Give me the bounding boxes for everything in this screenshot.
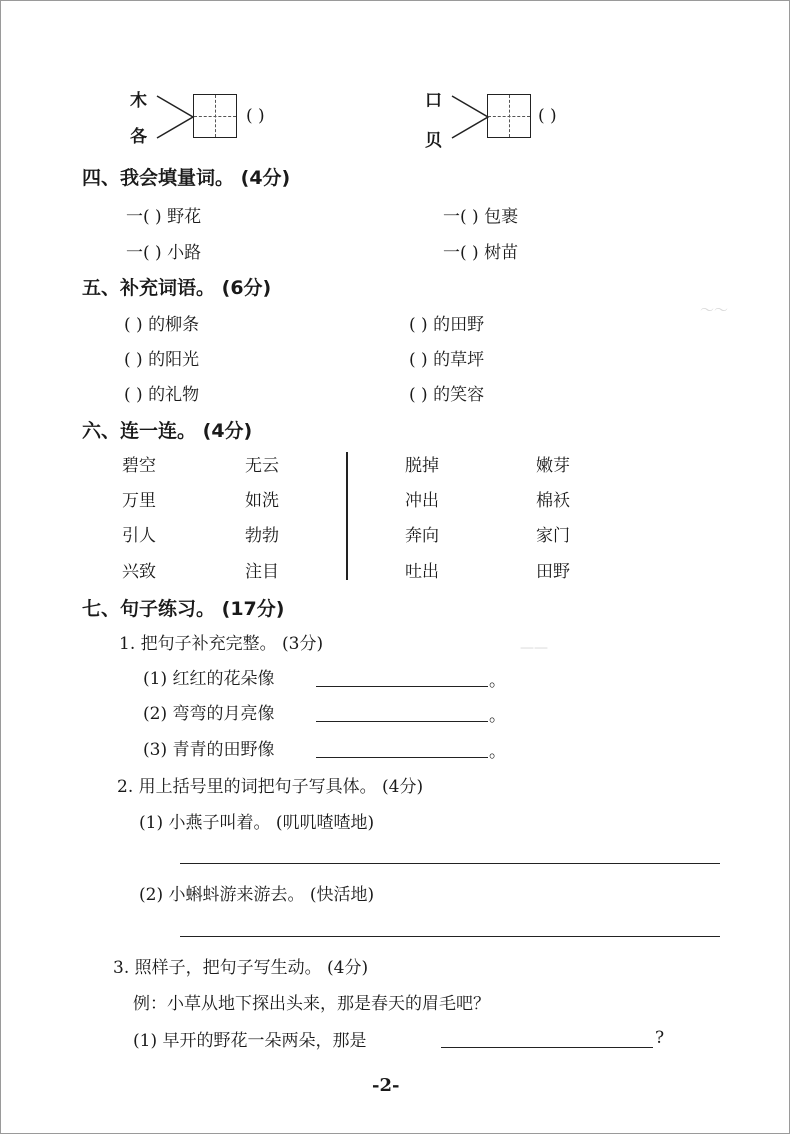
blank-paren[interactable]: ( ) <box>409 315 428 335</box>
sentence-stem: 小燕子叫着。 <box>168 813 271 833</box>
question-text: 1. 把句子补充完整。 <box>119 634 277 654</box>
section-score: (6分) <box>221 277 272 299</box>
sentence-item <box>143 664 275 689</box>
match-word-left[interactable]: 碧空 <box>122 456 156 476</box>
sentence-end: ? <box>655 1028 665 1048</box>
noun: 树苗 <box>484 243 519 263</box>
match-word-right[interactable]: 无云 <box>245 456 279 476</box>
question-3-title <box>113 953 368 978</box>
section-4-heading <box>82 163 290 190</box>
match-word-right[interactable]: 田野 <box>536 562 570 582</box>
blank-paren[interactable]: ( ) <box>124 385 143 405</box>
sentence-stem: 小蝌蚪游来游去。 <box>168 885 305 905</box>
match-word-left[interactable]: 冲出 <box>405 491 439 511</box>
bleed-through-mark: 〜〜 <box>700 303 728 319</box>
combine-bracket-icon <box>155 94 195 140</box>
question-score: (3分) <box>282 634 324 654</box>
question-text: 3. 照样子，把句子写生动。 <box>113 958 322 978</box>
tianzi-grid-box[interactable] <box>193 94 237 138</box>
match-word-right[interactable]: 棉袄 <box>536 491 570 511</box>
measure-word-item <box>443 202 518 227</box>
section-score: (17分) <box>221 598 285 620</box>
sentence-end: 。 <box>489 671 506 691</box>
answer-line[interactable] <box>180 936 720 937</box>
sentence-item <box>139 880 374 905</box>
match-word-right[interactable]: 勃勃 <box>245 526 279 546</box>
sentence-stem: 红红的花朵像 <box>172 669 275 689</box>
radical-top: 口 <box>425 91 442 111</box>
section-title: 七、句子练习。 <box>82 598 216 620</box>
section-6-heading <box>82 416 252 443</box>
phrase-item <box>409 310 484 335</box>
word-hint: (快活地) <box>309 885 375 905</box>
measure-word-item <box>443 238 518 263</box>
sentence-item <box>139 808 374 833</box>
answer-line[interactable] <box>316 757 488 758</box>
phrase-word: 的柳条 <box>148 315 200 335</box>
blank-prefix[interactable]: 一( ) <box>126 207 162 227</box>
section-title: 六、连一连。 <box>82 420 197 442</box>
phrase-word: 的阳光 <box>148 350 200 370</box>
measure-word-item <box>126 202 201 227</box>
measure-word-item <box>126 238 201 263</box>
phrase-word: 的笑容 <box>433 385 485 405</box>
blank-prefix[interactable]: 一( ) <box>443 207 479 227</box>
section-7-heading <box>82 594 284 621</box>
radical-bottom: 贝 <box>425 131 442 151</box>
item-number: (3) <box>143 740 168 760</box>
sentence-item <box>133 1026 367 1051</box>
combine-bracket-icon <box>450 94 490 140</box>
phrase-word: 的田野 <box>433 315 485 335</box>
answer-paren[interactable]: ( ) <box>246 106 265 126</box>
sentence-end: 。 <box>489 742 506 762</box>
answer-line[interactable] <box>441 1047 653 1048</box>
radical-top: 木 <box>130 91 147 111</box>
item-number: (2) <box>139 885 164 905</box>
bleed-through-mark: —— <box>520 640 548 656</box>
match-word-left[interactable]: 脱掉 <box>405 456 439 476</box>
match-word-right[interactable]: 如洗 <box>245 491 279 511</box>
match-word-left[interactable]: 奔向 <box>405 526 439 546</box>
answer-line[interactable] <box>316 721 488 722</box>
phrase-item <box>124 310 199 335</box>
section-score: (4分) <box>240 167 291 189</box>
item-number: (1) <box>143 669 168 689</box>
match-word-right[interactable]: 家门 <box>536 526 570 546</box>
question-1-title <box>119 629 323 654</box>
example-sentence: 例：小草从地下探出头来，那是春天的眉毛吧？ <box>133 994 490 1014</box>
match-word-left[interactable]: 引人 <box>122 526 156 546</box>
match-word-right[interactable]: 注目 <box>245 562 279 582</box>
blank-paren[interactable]: ( ) <box>409 350 428 370</box>
noun: 野花 <box>167 207 202 227</box>
section-title: 四、我会填量词。 <box>82 167 235 189</box>
question-score: (4分) <box>327 958 369 978</box>
tianzi-grid-box[interactable] <box>487 94 531 138</box>
blank-paren[interactable]: ( ) <box>124 315 143 335</box>
column-divider <box>346 452 348 580</box>
item-number: (1) <box>139 813 164 833</box>
section-title: 五、补充词语。 <box>82 277 216 299</box>
sentence-item <box>143 735 275 760</box>
match-word-left[interactable]: 万里 <box>122 491 156 511</box>
sentence-stem: 弯弯的月亮像 <box>172 704 275 724</box>
radical-bottom: 各 <box>130 127 147 147</box>
blank-prefix[interactable]: 一( ) <box>126 243 162 263</box>
answer-paren[interactable]: ( ) <box>538 106 557 126</box>
page-number: -2- <box>372 1075 400 1096</box>
phrase-word: 的礼物 <box>148 385 200 405</box>
phrase-item <box>124 380 199 405</box>
section-score: (4分) <box>202 420 253 442</box>
match-word-left[interactable]: 兴致 <box>122 562 156 582</box>
noun: 小路 <box>167 243 202 263</box>
match-word-left[interactable]: 吐出 <box>405 562 439 582</box>
blank-paren[interactable]: ( ) <box>124 350 143 370</box>
sentence-item <box>143 699 275 724</box>
phrase-item <box>409 380 484 405</box>
item-number: (1) <box>133 1031 158 1051</box>
sentence-stem: 青青的田野像 <box>172 740 275 760</box>
question-2-title <box>117 772 423 797</box>
noun: 包裹 <box>484 207 519 227</box>
phrase-word: 的草坪 <box>433 350 485 370</box>
blank-prefix[interactable]: 一( ) <box>443 243 479 263</box>
phrase-item <box>124 345 199 370</box>
item-number: (2) <box>143 704 168 724</box>
answer-line[interactable] <box>316 686 488 687</box>
sentence-stem: 早开的野花一朵两朵，那是 <box>162 1031 367 1051</box>
phrase-item <box>409 345 484 370</box>
question-text: 2. 用上括号里的词把句子写具体。 <box>117 777 377 797</box>
section-5-heading <box>82 273 271 300</box>
word-hint: (叽叽喳喳地) <box>275 813 375 833</box>
answer-line[interactable] <box>180 863 720 864</box>
blank-paren[interactable]: ( ) <box>409 385 428 405</box>
match-word-right[interactable]: 嫩芽 <box>536 456 570 476</box>
sentence-end: 。 <box>489 706 506 726</box>
question-score: (4分) <box>382 777 424 797</box>
